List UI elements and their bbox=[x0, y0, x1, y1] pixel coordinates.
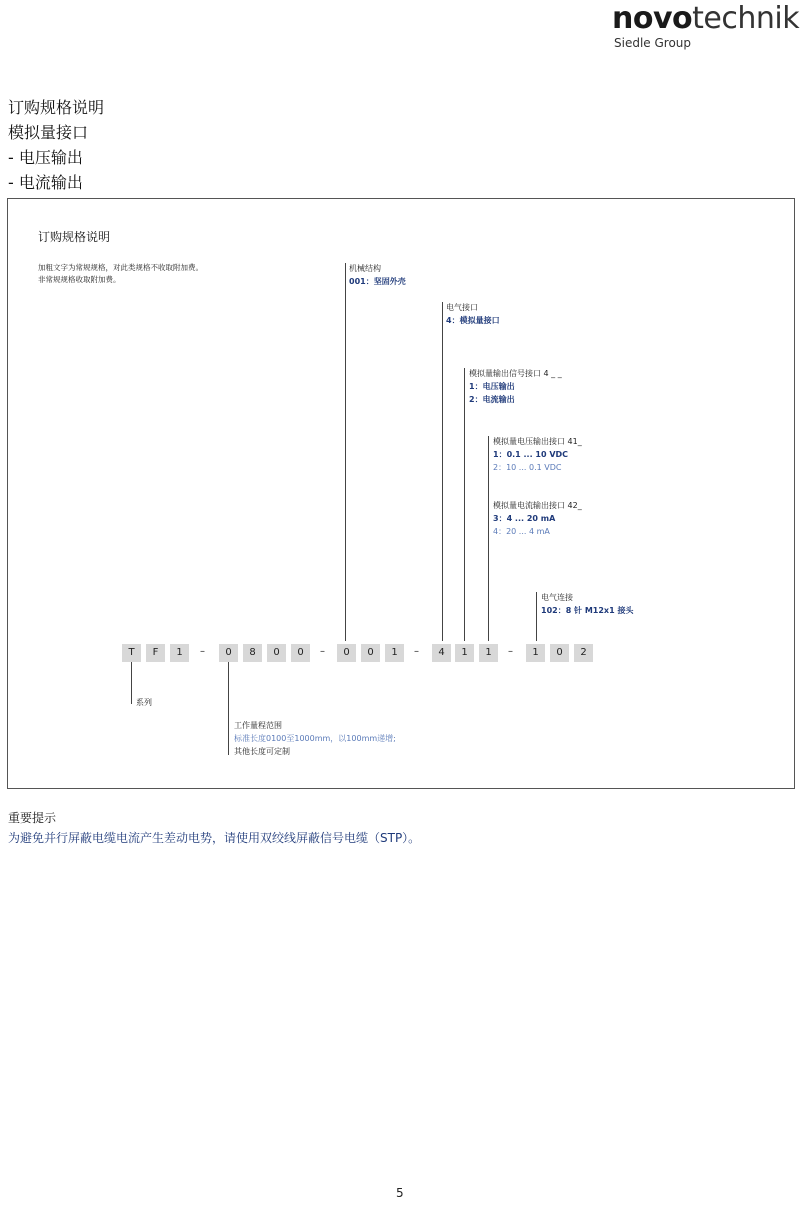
code-char: 0 bbox=[267, 644, 286, 662]
code-dash: – bbox=[414, 646, 419, 657]
output-type-leader-line bbox=[488, 436, 489, 641]
code-char: 4 bbox=[432, 644, 451, 662]
box-title: 订购规格说明 bbox=[38, 230, 111, 244]
analog-option-1: 1：电压输出 bbox=[469, 382, 515, 391]
range-option-2: 其他长度可定制 bbox=[234, 747, 290, 756]
important-title: 重要提示 bbox=[8, 811, 57, 825]
code-char: 0 bbox=[219, 644, 238, 662]
conn-label: 电气连接 bbox=[541, 593, 573, 602]
important-text: 为避免并行屏蔽电缆电流产生差动电势，请使用双绞线屏蔽信号电缆（STP）。 bbox=[8, 831, 421, 845]
series-leader-line bbox=[131, 662, 132, 704]
code-char: 0 bbox=[550, 644, 569, 662]
code-dash: – bbox=[320, 646, 325, 657]
logo-bold-text: novo bbox=[612, 1, 693, 36]
code-char: 2 bbox=[574, 644, 593, 662]
code-char: 1 bbox=[170, 644, 189, 662]
heading-analog-interface: 模拟量接口 bbox=[8, 123, 89, 142]
mech-label: 机械结构 bbox=[349, 264, 381, 273]
note-line-2: 非常规规格收取附加费。 bbox=[38, 275, 121, 284]
code-char: 1 bbox=[526, 644, 545, 662]
elec-option: 4：模拟量接口 bbox=[446, 316, 500, 325]
range-label: 工作量程范围 bbox=[234, 721, 282, 730]
note-line-1: 加粗文字为常规规格，对此类规格不收取附加费。 bbox=[38, 263, 203, 272]
current-option-2: 4：20 ... 4 mA bbox=[493, 527, 550, 536]
novotechnik-logo bbox=[612, 2, 799, 36]
series-label: 系列 bbox=[136, 698, 152, 707]
code-dash: – bbox=[200, 646, 205, 657]
range-option-1: 标准长度0100至1000mm，以100mm递增; bbox=[234, 734, 396, 743]
logo-light-text: technik bbox=[692, 1, 800, 36]
page-number: 5 bbox=[396, 1186, 404, 1200]
code-char: 0 bbox=[361, 644, 380, 662]
heading-order-spec: 订购规格说明 bbox=[8, 98, 105, 117]
code-char: F bbox=[146, 644, 165, 662]
analog-leader-line bbox=[464, 368, 465, 641]
analog-label: 模拟量输出信号接口 4 _ _ bbox=[469, 369, 562, 378]
code-char: 0 bbox=[337, 644, 356, 662]
mech-option: 001：坚固外壳 bbox=[349, 277, 406, 286]
voltage-option-2: 2：10 ... 0.1 VDC bbox=[493, 463, 562, 472]
elec-leader-line bbox=[442, 302, 443, 641]
code-char: T bbox=[122, 644, 141, 662]
current-label: 模拟量电流输出接口 42_ bbox=[493, 501, 582, 510]
code-dash: – bbox=[508, 646, 513, 657]
analog-option-2: 2：电流输出 bbox=[469, 395, 515, 404]
elec-label: 电气接口 bbox=[446, 303, 478, 312]
heading-current-output: - 电流输出 bbox=[8, 173, 83, 192]
code-char: 0 bbox=[291, 644, 310, 662]
subbrand: Siedle Group bbox=[614, 36, 692, 50]
mech-leader-line bbox=[345, 263, 346, 641]
range-leader-line bbox=[228, 662, 229, 755]
code-char: 1 bbox=[385, 644, 404, 662]
current-option-1: 3：4 ... 20 mA bbox=[493, 514, 556, 523]
voltage-label: 模拟量电压输出接口 41_ bbox=[493, 437, 582, 446]
conn-option: 102：8 针 M12x1 接头 bbox=[541, 606, 634, 615]
code-char: 1 bbox=[455, 644, 474, 662]
conn-leader-line bbox=[536, 592, 537, 641]
heading-voltage-output: - 电压输出 bbox=[8, 148, 83, 167]
code-char: 1 bbox=[479, 644, 498, 662]
voltage-option-1: 1：0.1 ... 10 VDC bbox=[493, 450, 569, 459]
code-char: 8 bbox=[243, 644, 262, 662]
